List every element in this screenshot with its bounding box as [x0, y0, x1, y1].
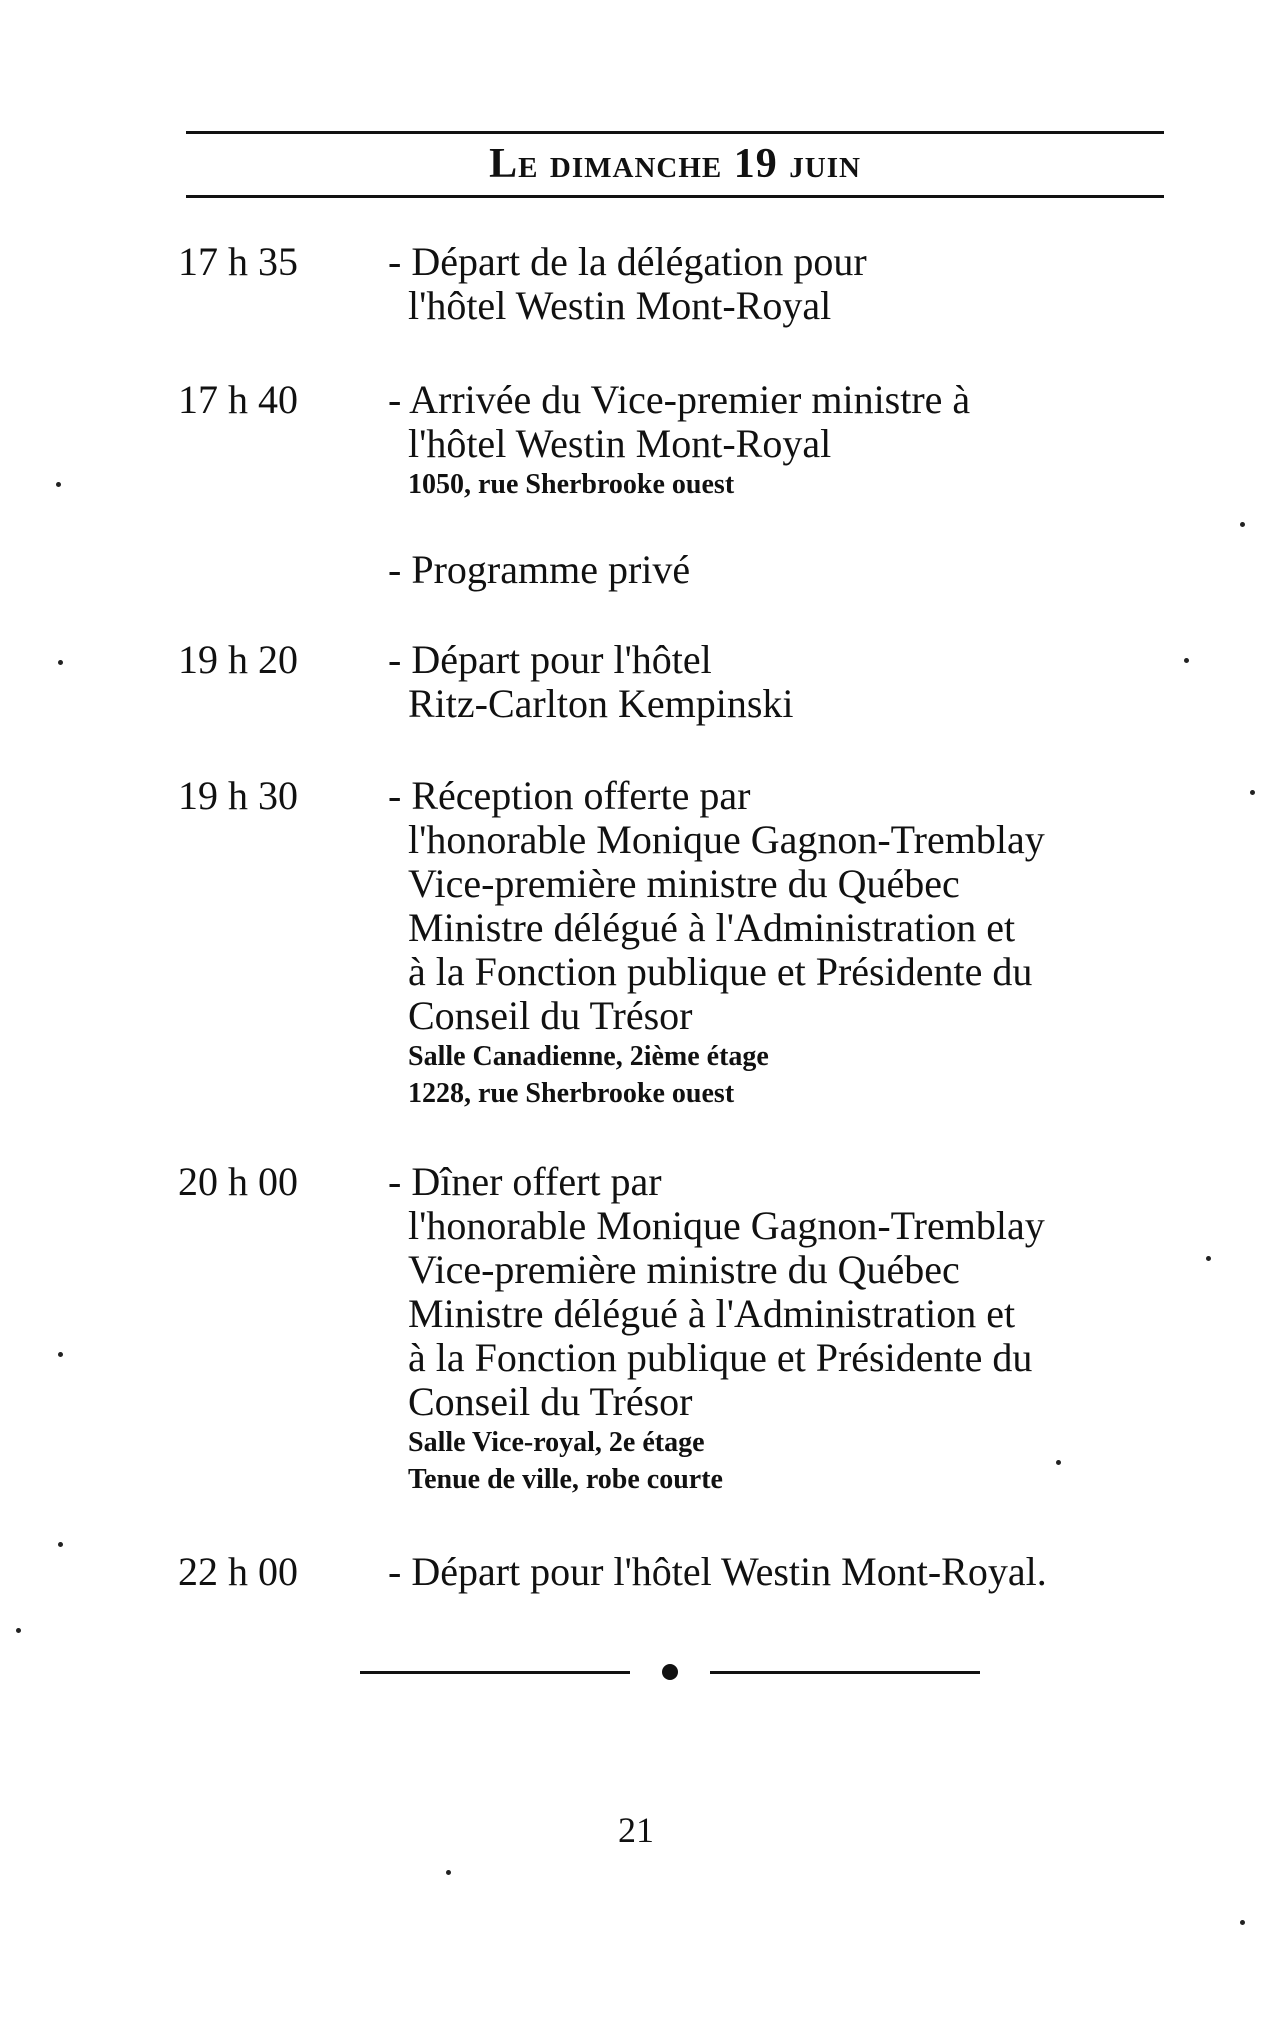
- entry-line: l'hôtel Westin Mont-Royal: [408, 421, 832, 466]
- scan-speck: [1184, 658, 1189, 663]
- entry-description: [388, 637, 1168, 726]
- scan-speck: [1240, 1920, 1245, 1925]
- scan-speck: [1056, 1460, 1061, 1465]
- entry-description: [388, 1159, 1168, 1498]
- entry-description: [388, 773, 1168, 1112]
- header-bottom-rule: [186, 195, 1164, 198]
- ornament-rule-right: [710, 1671, 980, 1674]
- entry-time: 19 h 30: [178, 773, 298, 818]
- scan-speck: [56, 482, 61, 487]
- entry-line: - Départ pour l'hôtel Westin Mont-Royal.: [388, 1549, 1047, 1594]
- entry-time: 20 h 00: [178, 1159, 298, 1204]
- entry-line: l'hôtel Westin Mont-Royal: [408, 283, 832, 328]
- entry-description: [388, 547, 1168, 592]
- entry-detail: Salle Vice-royal, 2e étage: [408, 1427, 705, 1458]
- entry-line: Conseil du Trésor: [408, 1379, 693, 1424]
- entry-line: Conseil du Trésor: [408, 993, 693, 1038]
- entry-time: 22 h 00: [178, 1549, 298, 1594]
- entry-line: Ministre délégué à l'Administration et: [408, 905, 1016, 950]
- header-top-rule: [186, 131, 1164, 134]
- entry-time: 17 h 40: [178, 377, 298, 422]
- entry-line: l'honorable Monique Gagnon-Tremblay: [408, 1203, 1045, 1248]
- scan-speck: [16, 1628, 21, 1633]
- entry-detail: 1228, rue Sherbrooke ouest: [408, 1078, 735, 1109]
- entry-time: 17 h 35: [178, 239, 298, 284]
- entry-line: Ritz-Carlton Kempinski: [408, 681, 794, 726]
- entry-detail: Salle Canadienne, 2ième étage: [408, 1041, 769, 1072]
- entry-line: - Départ de la délégation pour: [388, 239, 867, 284]
- entry-line: Vice-première ministre du Québec: [408, 861, 960, 906]
- entry-detail: Tenue de ville, robe courte: [408, 1464, 723, 1495]
- entry-line: l'honorable Monique Gagnon-Tremblay: [408, 817, 1045, 862]
- scan-speck: [1240, 522, 1245, 527]
- entry-line: - Réception offerte par: [388, 773, 751, 818]
- entry-description: [388, 1549, 1168, 1594]
- scan-speck: [58, 660, 63, 665]
- entry-line: - Dîner offert par: [388, 1159, 662, 1204]
- entry-line: Ministre délégué à l'Administration et: [408, 1291, 1016, 1336]
- entry-time: 19 h 20: [178, 637, 298, 682]
- page-number: 21: [618, 1810, 654, 1850]
- scan-speck: [446, 1870, 451, 1875]
- entry-line: à la Fonction publique et Présidente du: [408, 949, 1033, 994]
- ornament-rule-left: [360, 1671, 630, 1674]
- entry-detail: 1050, rue Sherbrooke ouest: [408, 469, 735, 500]
- scan-speck: [1206, 1256, 1211, 1261]
- entry-line: - Départ pour l'hôtel: [388, 637, 712, 682]
- entry-line: - Programme privé: [388, 547, 691, 592]
- entry-description: [388, 377, 1168, 503]
- entry-description: [388, 239, 1168, 328]
- entry-line: Vice-première ministre du Québec: [408, 1247, 960, 1292]
- entry-line: - Arrivée du Vice-premier ministre à: [388, 377, 971, 422]
- scan-speck: [58, 1542, 63, 1547]
- scan-speck: [1250, 790, 1255, 795]
- entry-line: à la Fonction publique et Présidente du: [408, 1335, 1033, 1380]
- section-end-ornament: [360, 1662, 980, 1682]
- day-header: Le dimanche 19 juin: [489, 141, 861, 187]
- ornament-dot-icon: [662, 1664, 678, 1680]
- scan-speck: [58, 1352, 63, 1357]
